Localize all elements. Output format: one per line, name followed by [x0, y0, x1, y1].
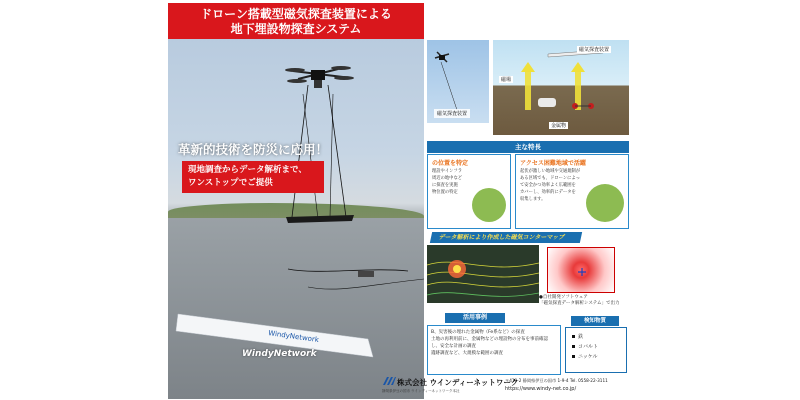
survey-diagram-art — [493, 40, 629, 135]
cases-heading: 活用事例 — [445, 313, 505, 323]
features-heading: 主な特長 — [427, 141, 629, 153]
red-box-line1: 現地調査からデータ解析まで、 — [188, 165, 307, 175]
cover-brand-text: WindyNetwork — [242, 349, 317, 359]
target-item: コバルト — [572, 342, 620, 352]
company-address: 〒410-2 静岡県伊豆の国市 1-9-4 Tel. 0558-22-3111 — [505, 378, 608, 383]
target-item: ニッケル — [572, 352, 620, 362]
drone-field-icon — [472, 188, 506, 222]
company-website[interactable]: https://www.windy-net.co.jp/ — [505, 386, 577, 392]
case-line: し、安全な計画の調査 — [431, 344, 476, 349]
drone-photo-label: 磁気探査装置 — [434, 109, 470, 118]
cover-title-band — [168, 3, 424, 39]
feature-right-line: 収集します。 — [520, 197, 546, 202]
svg-text:WindyNetwork: WindyNetwork — [267, 329, 320, 345]
feature-box-location — [427, 154, 511, 229]
diagram-label-magnetic: 磁場 — [501, 77, 512, 83]
diagram-label-sensor: 磁気探査装置 — [579, 47, 610, 53]
case-line: B、災害後の埋れた金属物（Fe系など）の探査 — [431, 330, 525, 335]
software-note — [539, 295, 623, 307]
contour-heading: データ解析により作成した磁気コンターマップ — [430, 232, 582, 243]
mountain-icon — [586, 184, 624, 222]
inner-page — [425, 3, 631, 399]
feature-right-line: 起伏が激しい地域や交通規制が — [520, 169, 581, 174]
software-note-line: 「磁気探査データ解析システム」で出力 — [539, 301, 620, 306]
feature-left-line: 理設やインフラ — [432, 169, 463, 174]
cover-slogan: 革新的技術を防災に応用！ — [178, 142, 329, 157]
company-sub: 静岡県伊豆の国市 ウインディーネットワーク本社 — [382, 389, 460, 393]
target-item: 鉄 — [572, 332, 620, 342]
case-line: 土地の再利用前に、金属物などの埋設物の分布を事前確認 — [431, 337, 548, 342]
cover-title-line1: ドローン搭載型磁気探査装置による — [200, 7, 392, 21]
software-note-line: ●自社開発ソフトウェア — [539, 295, 588, 300]
red-box-line2: ワンストップでご提供 — [188, 178, 273, 188]
company-logo-icon — [382, 376, 396, 386]
feature-left-title: の位置を特定 — [432, 160, 469, 167]
cases-box — [427, 325, 561, 375]
sensor-bar-icon — [286, 215, 354, 223]
company-name: 株式会社 ウインディーネットワーク — [397, 378, 519, 387]
feature-left-line: に探査を実施 — [432, 183, 458, 188]
drone-icon — [285, 66, 354, 88]
contour-map-terrain — [427, 245, 539, 303]
contour-map-detail — [547, 247, 615, 293]
contour-lines-icon — [427, 245, 539, 303]
targets-heading: 検知物質 — [571, 316, 619, 326]
cover-title-line2: 地下埋設物探査システム — [230, 22, 362, 36]
cover-red-box — [182, 161, 324, 193]
survey-diagram — [493, 40, 629, 135]
feature-left-line: 物位置の特定 — [432, 190, 458, 195]
diagram-label-buried: 金属物 — [551, 123, 567, 129]
targets-box — [565, 327, 627, 373]
drone-illustration — [168, 39, 424, 399]
case-line: 遺跡調査など、大規模な範囲の調査 — [431, 351, 503, 356]
cover-page — [168, 3, 424, 399]
feature-right-title: アクセス困難地域で活躍 — [520, 160, 586, 167]
feature-right-line: て安全かつ効率よく広範囲を — [520, 183, 576, 188]
feature-right-line: カバーし、効率的にデータを — [520, 190, 576, 195]
feature-right-line: ある区域でも、ドローンによっ — [520, 176, 581, 181]
target-marker-icon — [548, 248, 616, 294]
feature-left-line: 周辺の地中など — [432, 176, 463, 181]
feature-box-access — [515, 154, 629, 229]
